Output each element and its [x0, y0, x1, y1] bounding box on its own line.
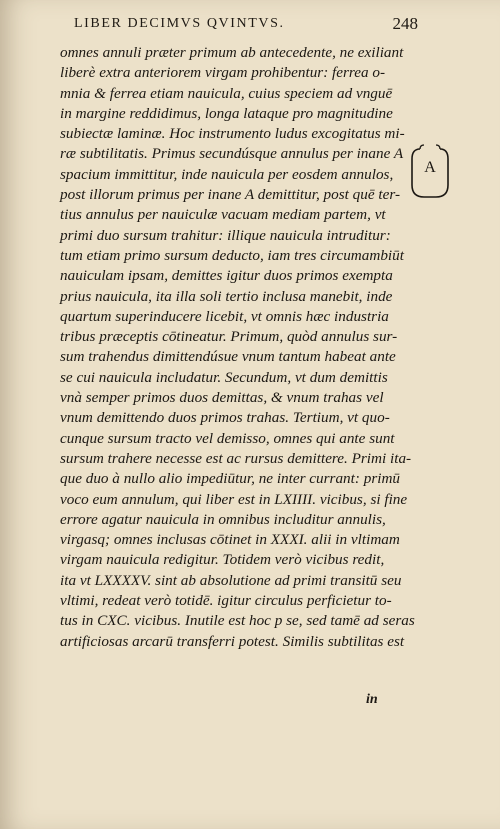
- text-line: que duo à nullo alio impediūtur, ne inter currant: primū: [60, 470, 401, 488]
- text-line: tum etiam primo sursum deducto, iam tres circumambiūt: [60, 246, 404, 264]
- text-line: vltimi, redeat verò totidē. igitur circulus perficietur to-: [60, 592, 392, 610]
- text-line: artificiosas arcarū transferri potest. Similis subtilitas est: [60, 632, 405, 650]
- show-through-text: [426, 30, 500, 550]
- folio-number: 248: [392, 14, 418, 33]
- text-line: ita vt LXXXXV. sint ab absolutione ad primi transitū seu: [60, 571, 402, 589]
- text-line: virgam nauicula redigitur. Totidem verò vicibus redit,: [60, 551, 385, 569]
- text-line: sum trahendus dimittendúsue vnum tantum habeat ante: [60, 348, 396, 366]
- main-text-block: [60, 43, 415, 652]
- running-title: LIBER DECIMVS QVINTVS.: [74, 16, 285, 31]
- text-line: nauiculam ipsam, demittes igitur duos primos exempta: [60, 267, 393, 285]
- text-line: cunque sursum tracto vel demisso, omnes qui ante sunt: [60, 429, 395, 447]
- text-line: tribus præceptis cōtineatur. Primum, quòd annulus sur-: [60, 328, 398, 346]
- text-line: liberè extra anteriorem virgam prohibentur: ferrea o-: [60, 64, 386, 82]
- text-line: virgasq; omnes inclusas cōtinet in XXXI. alii in vltimam: [60, 531, 400, 549]
- text-line: tus in CXC. vicibus. Inutile est hoc p se, sed tamē ad seras: [60, 612, 415, 630]
- text-line: sursum trahere necesse est ac rursus demittere. Primi ita-: [60, 449, 412, 467]
- catchword: in: [366, 692, 378, 707]
- marginal-letter: A: [424, 159, 436, 176]
- text-line: spacium immittitur, inde nauicula per eosdem annulos,: [60, 165, 394, 183]
- text-line: post illorum primus per inane A demittitur, post quē ter-: [60, 186, 401, 204]
- text-line: prius nauicula, ita illa soli tertio inclusa manebit, inde: [60, 287, 393, 305]
- text-line: ræ subtilitatis. Primus secundúsque annulus per inane A: [60, 145, 404, 163]
- text-line: omnes annuli præter primum ab antecedente, ne exiliant: [60, 44, 404, 61]
- text-line: vnà semper primos duos demittas, & vnum trahas vel: [60, 389, 384, 407]
- text-line: tius annulus per nauiculæ vacuam mediam partem, vt: [60, 206, 386, 224]
- text-line: quartum superinducere licebit, vt omnis hæc industria: [60, 307, 389, 325]
- text-line: in margine reddidimus, longa lataque pro magnitudine: [60, 104, 393, 122]
- text-line: subiectæ laminæ. Hoc instrumento ludus excogitatus mi-: [60, 125, 405, 143]
- text-line: errore agatur nauicula in omnibus includitur annulis,: [60, 510, 386, 528]
- text-line: se cui nauicula includatur. Secundum, vt dum demittis: [60, 368, 388, 386]
- text-line: primi duo sursum trahitur: illique nauicula intruditur:: [60, 226, 391, 244]
- marginal-diagram: [408, 143, 452, 203]
- text-line: vnum demittendo duos primos trahas. Tertium, vt quo-: [60, 409, 390, 427]
- page-header: [74, 14, 418, 38]
- text-line: mnia & ferrea etiam nauicula, cuius speciem ad vnguē: [60, 84, 393, 102]
- text-line: voco eum annulum, qui liber est in LXIIII. vicibus, si fine: [60, 490, 408, 508]
